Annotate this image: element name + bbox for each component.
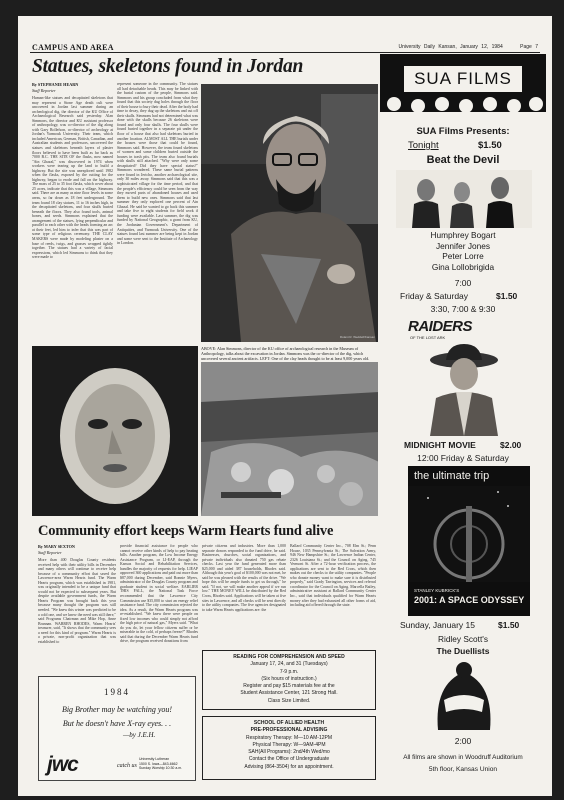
story2-body-col3: private citizens and industries. More than 1,000 separate donors responded to the fund drive, he said. Businesses, churches, social organizations, and private individuals also donated 750 gas rebate checks. Last year the fund generated more than $25,000 and aided 387 households, Rhodes said. Although this year's goal of $100,000 was not met, he said he was pleased with the results of the drive. "We hope this will be ample funds to get us through," he said. "If not, we will make another appeal if we run low." THE MONEY WILL be distributed by the Red Cross, Rhodes said. Applications will be taken at five sites in Lawrence, and all checks will be sent directly to the utility companies. The five agencies designated to take Warm Hearts applications are: the [202,544,286,612]
ad-1984-year: 1984 [104,687,130,697]
photo-excavation-image [201,362,379,516]
sua-cast [378,230,548,272]
story2-column-2 [120,544,198,674]
raiders-subtitle: OF THE LOST ARK [410,335,446,340]
ad-reading-line-1: READING FOR COMPREHENSION AND SPEED [233,654,345,660]
ad-1984-location [139,757,182,771]
ad-reading-line-6: Student Assistance Center, 121 Strong Hall. [240,690,338,697]
indiana-jones-image [418,342,510,436]
ad-reading-line-2: January 17, 24, and 31 (Tuesdays) [250,661,328,668]
sua-logo-banner [380,54,546,122]
ultimate-trip-text: the ultimate trip [414,470,490,482]
story1-headline: Statues, skeletons found in Jordan [32,56,304,77]
sua-footer-2: 5th floor, Kansas Union [428,766,498,773]
cast-member-3: Peter Lorre [442,251,484,261]
story1-body-col1: Human-like statues and decapitated skeletons that may represent a Stone Age death cult were uncovered in Jordan last summer during an archeological dig, the director of the KU Office of Archaeological Research said yesterday. Alan Simmons, the director and KU assistant professor of anthropology, was co-director of the dig along with Gary Rollefson, co-director of archeology at Jordan's Yarmouk University. Their team, which included American, German, British, Canadian, and Australian students and professors, uncovered the statues and skeletons beneath layers of plaster floors believed to have been built as far back as 7000 B.C. THE SITE OF the flasks, now named "Ain Ghazal," was discovered in 1974 when workers were tearing up the land to build a highway. But the site was unexplored until 1982 when the flasks, exposed by the cutting for the highway, began to erode and fall on the highway. The mass of 25 to 35 foot flasks, which cover about 25 acres, indicate that this was a village, Simmons said. There are as many as nine floor levels in some areas, so far down as 18 feet underground. The team found 18 clay statues, 11 to 16 inches high, in the decapitated skeletons, and four skulls buried beneath the floors. They also found tools, animal bones, and seeds. Simmons explained that the arrangement of the statues, lying perpendicular and parallel to each other with the heads forming an arc at their feet, led him to infer that this was part of some type of religious ceremony. THE CLAY MAKERS were made by modeling plaster on a base of reeds, twigs, and grasses wrapped tightly together. The statues had a variety of facial expressions, which led Simmons to think that they were made to [32,96,113,260]
sua-duellists-by: Ridley Scott's [437,634,488,644]
ad-1984 [38,676,196,781]
beat-devil-photo [396,170,532,228]
photo-simmons-image [201,84,379,342]
beat-devil-image [396,170,532,228]
ad-reading-course [202,650,376,710]
story2-body-col1: More than 400 Douglas County residents received help with their utility bills in December and many others will continue to receive help because of a community effort that saved the Lawrence-area Warm Hearts fund. The Warm Hearts program, which was established in 1981, was originally intended to be a unique fund that would not be expected to subsequent years. But despite available government funds, the Warm Hearts Program was brought back this year because many thought the program was still needed. "We knew this winter was predicted to be a cold one, and we knew the need was still there," said Programs Chairman and Mike Hop, Anne Brannan. WARREN RHODES, Warm Hearts' treasurer, said, "It shows that the community sees a need for this kind of program." Warm Hearts is a private, non-profit organization that was established to [38,558,116,644]
duellist-helmet-image [424,660,504,732]
sua-friday-times: 3:30, 7:00 & 9:30 [430,304,496,314]
ad-1984-catch: catch us [117,763,137,769]
ad-reading-line-7: Class Size Limited. [267,697,311,704]
ad-allied-line-6: Contact the Office of Undergraduate [248,756,330,763]
sua-duellists-time: 2:00 [454,736,472,746]
story2-column-3 [202,544,286,644]
story1-column-2 [117,82,198,344]
photo-excavation [201,362,379,516]
sua-films-ad [378,54,548,796]
kubrick-credit: STANLEY KUBRICK'S [414,588,460,593]
story2-column-1 [38,544,116,673]
story2-body-col2: provide financial assistance for people who cannot receive other kinds of help to pay heating bills. Another program, the Low Income Energy Assistance Program, or LI-EAP, through the Kansas Social and Rehabilitation Services, handles the majority of requests for help. LIEAP approved 360 applications and paid out more than $87,000 during December, said Ronnie Myers, administrator of the Douglas County program and graduate student in social welfare. EARLIER THIS FALL, the National Task Force recommended that the Lawrence City Commission use $35,000 to start an energy relief assistance fund. The city commission rejected the idea. As a result, the Warm Hearts program was re-established. "We knew there were people on fixed low incomes who could simply not afford the high price of natural gas," Myers said. "What do you do, let your fellow citizens suffer or be miserable in the cold, of perhaps freeze?" Rhodes said that during the December Warm Hearts fund drive, the program received donations from [120,544,198,644]
photo-credit: Rolant R. Weddell/Kansan [339,335,375,339]
newspaper-page [18,16,552,796]
sua-friday-price: $1.50 [496,291,518,301]
photo-clay-head [32,346,198,516]
header-rule [30,52,540,53]
sua-tonight: Tonight [408,140,439,151]
ad-1984-line2: But he doesn't have X-ray eyes. . . [62,719,172,728]
space-station-image [408,486,530,582]
ad-allied-line-7: Advising (864-3504) for an appointment. [244,763,334,770]
space-odyssey-poster [408,466,530,616]
sua-tonight-price: $1.50 [478,140,502,151]
sua-midnight-when: 12:00 Friday & Saturday [417,453,509,463]
ad-allied-line-5: SAH(All Programs): 2nd/4th Wed/mo [248,749,330,756]
ad-reading-line-5: Register and pay $15 materials fee at the [243,683,335,690]
story2-body-col4: Ballard Community Center Inc., 708 Elm St.; Penn House, 1035 Pennsylvania St.; The Salvation Army, 946 New Hampshire St.; the Lawrence Indian Center, 2326 Louisiana St.; and the Council on Aging, 745 Vermont St. After a 72-hour verification process, the applications are sent to the Red Cross, which then makes out the checks to the utility companies. "People who donate money want to make sure it is distributed properly," said Grady Tarrington, services and referral coordinator for the Council on Aging. Marcella Bailey, administrative assistant at Ballard Community Center Inc., said that individuals qualified for Warm Hearts money after they had exhausted all other forms of aid, including aid offered through the state. [290,544,376,608]
ad-allied-line-1: SCHOOL OF ALLIED HEALTH [253,720,325,726]
ad-allied-health [202,716,376,780]
story2-column-4 [290,544,376,644]
photo-caption: ABOVE: Alan Simmons, director of the KU office of archaeological research in the Museum of Anthropology, talks about the excavation in Jordan. Simmons was the co-director of the dig, which uncovered several ancient artifacts. LEFT: One of the clay heads thought to be at least 9,000 years old. [201,346,370,361]
sua-sunday-price: $1.50 [498,620,520,630]
ad-1984-signoff: —by J.E.H. [123,731,156,739]
sua-friday: Friday & Saturday [400,291,469,301]
sua-midnight-price: $2.00 [500,440,522,450]
raiders-title: RAIDERS [408,318,473,335]
story1-byline: By STEPHANIE HEARN [32,82,79,87]
ad-1984-loc2: 1500 S. lowa—843-6662 [139,761,178,766]
ad-1984-line1: Big Brother may be watching you! [61,705,173,714]
sua-sunday: Sunday, January 15 [400,620,475,630]
story2-byline-role: Staff Reporter [38,549,62,555]
page-number: Page 7 [520,44,538,50]
ad-1984-loc3: Sunday Worship 10:30 a.m. [139,766,183,771]
photo-clay-head-image [32,346,198,516]
page-dateline [399,44,538,50]
ad-allied-line-4: Physical Therapy: W—9AM-4PM [252,741,326,748]
duellists-image [424,660,504,732]
ad-reading-line-4: (Six hours of instruction.) [261,675,317,682]
story2-headline: Community effort keeps Warm Hearts fund alive [38,523,334,539]
odyssey-title: 2001: A SPACE ODYSSEY [414,595,525,605]
section-header: CAMPUS AND AREA [32,43,114,52]
dateline-text: University Daily Kansan, January 12, 1984 [398,44,503,50]
cast-member-4: Gina Lollobrigida [431,261,495,272]
sua-film1-time: 7:00 [454,278,472,288]
story1-byline-role: Staff Reporter [32,87,56,93]
sua-presents: SUA Films Presents: [416,126,510,137]
audience-silhouette-icon [380,94,546,122]
story1-column-1 [32,82,113,358]
sua-footer-1: All films are shown in Woodruff Auditorium [403,754,523,761]
sua-logo: SUA FILMS [404,66,522,92]
ad-1984-loc1: University Lutheran [139,757,170,761]
ad-allied-line-3: Respiratory Therapy: M—10 AM-12PM [245,734,333,741]
story1-body-col2: represent someone in the community. The statues all had detachable heads. This may be linked with the burial custom of the people, Simmons said. Simmons and his group concluded from what they found that this society dug holes through the floor of their house to bury their dead. After the body had time to decay, they dug up the skeletons and cut off their skulls. Simmons had not determined what was done with the skulls because 26 skeletons were found and only four skulls. The four skulls were found buried together in a separate pit under the floor of a house that also had skeletons buried in another location. ALMOST ALL THE burials under the houses were those that could be found, Simmons said. However, the team found skeletons of women and some children buried outside the houses in trash pits. The team also found burials with skulls still attached. "Why were only some decapitated? Did they have special status?" Simmons wondered. These same burial patterns were found in Jericho, another archaeological site, only 30 miles away. Simmons said that this was a sophisticated village for the time period, and that the people's efficiency could be seen from the way they moved parts of abandoned houses and used them to build new ones. Simmons said that last summer they only explored one percent of Ain Ghazal. He said he wanted to go back this summer and take five to eight students for field work if funding were available. Last summer, the dig was funded by National Geographic, a grant from KU, the Jordanian Government's Department of Antiquities, and Yarmouk University. One of the statues found last summer are being kept in Jordan and some were sent to the Institute of Archaeology in London. [117,82,198,246]
sua-film1-title: Beat the Devil [426,154,500,166]
ad-allied-line-2: PRE-PROFESSIONAL ADVISING [250,727,328,734]
jwc-logo: jwc [47,753,78,776]
story2-byline: By MARY SEXTON [38,544,75,549]
raiders-poster [408,318,518,436]
cast-member-1: Humphrey Bogart [430,230,496,240]
sua-midnight: MIDNIGHT MOVIE [404,440,476,450]
cast-member-2: Jennifer Jones [436,240,490,251]
photo-simmons [201,84,379,342]
ad-reading-line-3: 7-9 p.m. [279,668,299,675]
sua-duellists: The Duellists [436,646,490,656]
